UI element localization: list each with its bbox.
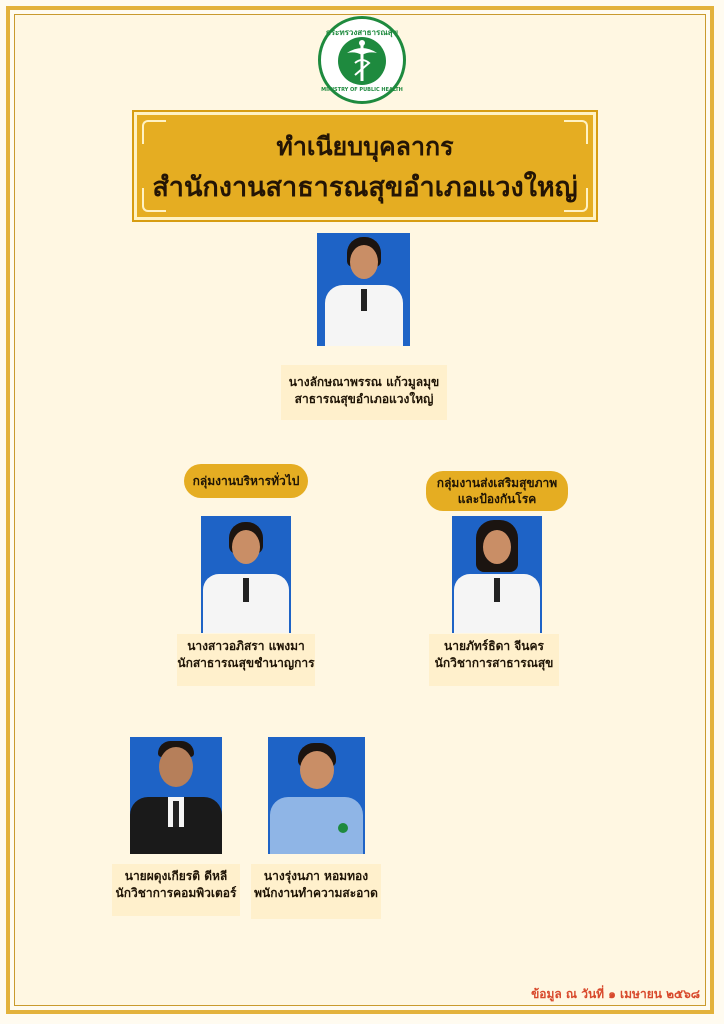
staff-namecard-3 — [112, 864, 240, 916]
staff-position-3: นักวิชาการคอมพิวเตอร์ — [115, 886, 237, 900]
group-label-admin — [184, 464, 308, 498]
staff-namecard-1 — [177, 634, 315, 686]
banner-subtitle: สำนักงานสาธารณสุขอำเภอแวงใหญ่ — [152, 172, 578, 203]
ministry-logo — [318, 16, 406, 104]
staff-name-3: นายผดุงเกียรติ ดีหลี — [124, 869, 228, 883]
staff-name-4: นางรุ่งนภา หอมทอง — [263, 869, 369, 883]
staff-photo-1 — [201, 516, 291, 633]
staff-position-4: พนักงานทำความสะอาด — [254, 886, 378, 900]
head-namecard — [281, 365, 447, 420]
staff-photo-2 — [452, 516, 542, 633]
title-banner — [134, 112, 596, 220]
logo-text-bottom: MINISTRY OF PUBLIC HEALTH — [321, 87, 403, 93]
group-label-health — [426, 471, 568, 511]
head-name: นางลักษณาพรรณ แก้วมูลมุข — [288, 375, 440, 389]
staff-photo-4 — [268, 737, 365, 854]
staff-name-2: นายภัทร์ธิดา จีนคร — [444, 639, 544, 653]
banner-title: ทำเนียบบุคลากร — [276, 132, 454, 161]
staff-namecard-4 — [251, 864, 381, 919]
staff-name-1: นางสาวอภิสรา แพงมา — [187, 639, 305, 653]
staff-position-2: นักวิชาการสาธารณสุข — [434, 656, 554, 670]
head-photo — [317, 233, 410, 346]
staff-photo-3 — [130, 737, 222, 854]
head-position: สาธารณสุขอำเภอแวงใหญ่ — [294, 392, 434, 406]
group-label-admin-text: กลุ่มงานบริหารทั่วไป — [192, 474, 300, 488]
logo-text-top: กระทรวงสาธารณสุข — [325, 28, 399, 37]
staff-position-1: นักสาธารณสุขชำนาญการ — [177, 656, 315, 670]
group-label-health-line2: และป้องกันโรค — [457, 492, 537, 506]
group-label-health-line1: กลุ่มงานส่งเสริมสุขภาพ — [436, 476, 558, 490]
staff-namecard-2 — [429, 634, 559, 686]
data-date-footer: ข้อมูล ณ วันที่ ๑ เมษายน ๒๕๖๘ — [531, 987, 700, 1001]
